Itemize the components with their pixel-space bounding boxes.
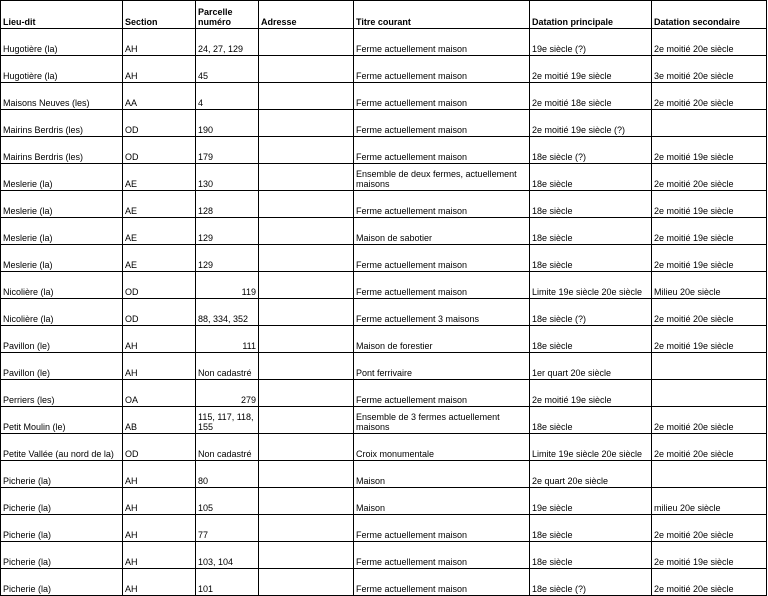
cell-datation-principale: 2e moitié 19e siècle [530,380,652,407]
cell-datation-secondaire: 2e moitié 20e siècle [652,29,767,56]
table-row [1,326,767,353]
cell-section: AE [123,245,196,272]
cell-datation-secondaire: 2e moitié 19e siècle [652,542,767,569]
cell-lieu-dit: Pavillon (le) [1,353,123,380]
cell-adresse [259,83,354,110]
cell-adresse [259,137,354,164]
column-header-datation-secondaire: Datation secondaire [652,1,767,29]
cell-titre: Pont ferrivaire [354,353,530,380]
cell-titre: Ferme actuellement maison [354,191,530,218]
cell-lieu-dit: Petit Moulin (le) [1,407,123,434]
cell-lieu-dit: Nicolière (la) [1,272,123,299]
table-row [1,56,767,83]
table-row [1,137,767,164]
cell-datation-principale: 18e siècle [530,164,652,191]
cell-parcelle: 130 [196,164,259,191]
column-header-datation-principale: Datation principale [530,1,652,29]
cell-titre: Maison [354,461,530,488]
cell-datation-principale: 18e siècle [530,515,652,542]
column-header-titre: Titre courant [354,1,530,29]
cell-parcelle: 129 [196,245,259,272]
cell-datation-principale: 1er quart 20e siècle [530,353,652,380]
cell-parcelle: 80 [196,461,259,488]
cell-section: OD [123,137,196,164]
cell-parcelle: 88, 334, 352 [196,299,259,326]
cell-lieu-dit: Picherie (la) [1,542,123,569]
cell-datation-principale: 19e siècle [530,488,652,515]
cell-datation-secondaire: 2e moitié 20e siècle [652,407,767,434]
cell-parcelle: 45 [196,56,259,83]
table-row [1,515,767,542]
cell-parcelle: 101 [196,569,259,596]
cell-adresse [259,569,354,596]
table-row [1,380,767,407]
cell-lieu-dit: Nicolière (la) [1,299,123,326]
cell-titre: Maison de forestier [354,326,530,353]
column-header-parcelle: Parcelle numéro [196,1,259,29]
table-row [1,488,767,515]
cell-datation-secondaire: Milieu 20e siècle [652,272,767,299]
cell-lieu-dit: Picherie (la) [1,461,123,488]
cell-lieu-dit: Meslerie (la) [1,245,123,272]
cell-datation-principale: 18e siècle (?) [530,569,652,596]
cell-datation-secondaire: 2e moitié 19e siècle [652,191,767,218]
cell-section: AH [123,353,196,380]
column-header-lieu-dit: Lieu-dit [1,1,123,29]
cell-titre: Ferme actuellement 3 maisons [354,299,530,326]
cell-datation-secondaire: 2e moitié 19e siècle [652,326,767,353]
cell-section: AH [123,569,196,596]
cell-datation-secondaire: milieu 20e siècle [652,488,767,515]
cell-datation-secondaire: 2e moitié 20e siècle [652,83,767,110]
cell-titre: Ensemble de deux fermes, actuellement maisons [354,164,530,191]
cell-section: AH [123,515,196,542]
cell-parcelle: 105 [196,488,259,515]
cell-section: OD [123,434,196,461]
cell-datation-secondaire: 2e moitié 20e siècle [652,515,767,542]
cell-datation-secondaire: 2e moitié 19e siècle [652,245,767,272]
cell-datation-secondaire: 2e moitié 20e siècle [652,164,767,191]
cell-section: AB [123,407,196,434]
cell-lieu-dit: Mairins Berdris (les) [1,137,123,164]
cell-lieu-dit: Perriers (les) [1,380,123,407]
cell-section: OD [123,272,196,299]
cell-titre: Ferme actuellement maison [354,56,530,83]
cell-datation-principale: 18e siècle [530,542,652,569]
table-row [1,218,767,245]
cell-parcelle: 129 [196,218,259,245]
cell-datation-secondaire: 2e moitié 19e siècle [652,137,767,164]
cell-titre: Ferme actuellement maison [354,380,530,407]
cell-section: AE [123,218,196,245]
cell-lieu-dit: Pavillon (le) [1,326,123,353]
table-row [1,407,767,434]
cell-titre: Ferme actuellement maison [354,83,530,110]
cell-section: AH [123,56,196,83]
cell-titre: Ferme actuellement maison [354,110,530,137]
cell-datation-principale: 19e siècle (?) [530,29,652,56]
cell-adresse [259,326,354,353]
cell-titre: Ferme actuellement maison [354,272,530,299]
cell-lieu-dit: Meslerie (la) [1,191,123,218]
table-row [1,542,767,569]
table-row [1,110,767,137]
cell-datation-principale: 2e quart 20e siècle [530,461,652,488]
cell-section: AH [123,29,196,56]
cell-datation-secondaire: 2e moitié 19e siècle [652,218,767,245]
cell-adresse [259,380,354,407]
cell-section: AH [123,542,196,569]
cell-datation-principale: 18e siècle [530,245,652,272]
cell-parcelle: 77 [196,515,259,542]
cell-titre: Ferme actuellement maison [354,137,530,164]
table-body [1,29,767,596]
cell-parcelle: Non cadastré [196,353,259,380]
table-row [1,434,767,461]
cell-titre: Ferme actuellement maison [354,542,530,569]
cell-titre: Croix monumentale [354,434,530,461]
cell-lieu-dit: Hugotière (la) [1,29,123,56]
table-row [1,461,767,488]
cell-adresse [259,407,354,434]
cell-lieu-dit: Meslerie (la) [1,164,123,191]
cell-section: OD [123,110,196,137]
cell-adresse [259,56,354,83]
cell-datation-principale: 18e siècle [530,218,652,245]
cell-parcelle: 128 [196,191,259,218]
cell-parcelle: 115, 117, 118, 155 [196,407,259,434]
cell-titre: Ferme actuellement maison [354,29,530,56]
cell-adresse [259,245,354,272]
cell-titre: Ensemble de 3 fermes actuellement maisons [354,407,530,434]
cell-lieu-dit: Maisons Neuves (les) [1,83,123,110]
cell-lieu-dit: Picherie (la) [1,515,123,542]
cell-adresse [259,164,354,191]
cell-adresse [259,29,354,56]
cell-adresse [259,110,354,137]
cell-datation-secondaire: 2e moitié 20e siècle [652,569,767,596]
cell-parcelle: 103, 104 [196,542,259,569]
cell-datation-principale: 2e moitié 19e siècle [530,56,652,83]
cell-adresse [259,542,354,569]
cell-titre: Ferme actuellement maison [354,569,530,596]
cell-titre: Ferme actuellement maison [354,515,530,542]
cell-datation-principale: Limite 19e siècle 20e siècle [530,434,652,461]
cell-section: AH [123,326,196,353]
cell-section: AH [123,488,196,515]
table-row [1,299,767,326]
cell-section: AH [123,461,196,488]
cell-parcelle: 4 [196,83,259,110]
table-row [1,569,767,596]
cell-lieu-dit: Petite Vallée (au nord de la) [1,434,123,461]
cell-titre: Ferme actuellement maison [354,245,530,272]
cell-parcelle: 111 [196,326,259,353]
cell-adresse [259,515,354,542]
cell-datation-principale: 2e moitié 18e siècle [530,83,652,110]
table-header-row [1,1,767,29]
cell-parcelle: Non cadastré [196,434,259,461]
cell-datation-principale: Limite 19e siècle 20e siècle [530,272,652,299]
table-row [1,272,767,299]
cell-datation-principale: 18e siècle [530,407,652,434]
table-row [1,29,767,56]
cell-section: AA [123,83,196,110]
cell-datation-principale: 18e siècle [530,326,652,353]
cell-datation-secondaire: 3e moitié 20e siècle [652,56,767,83]
cell-lieu-dit: Picherie (la) [1,488,123,515]
cell-parcelle: 179 [196,137,259,164]
cell-adresse [259,488,354,515]
cell-datation-secondaire: 2e moitié 20e siècle [652,434,767,461]
cell-section: AE [123,191,196,218]
cell-adresse [259,461,354,488]
cell-lieu-dit: Picherie (la) [1,569,123,596]
cell-section: OD [123,299,196,326]
table-row [1,83,767,110]
table-row [1,164,767,191]
cell-datation-principale: 18e siècle (?) [530,137,652,164]
cell-adresse [259,434,354,461]
column-header-adresse: Adresse [259,1,354,29]
cell-datation-secondaire [652,380,767,407]
table-row [1,245,767,272]
cell-datation-principale: 2e moitié 19e siècle (?) [530,110,652,137]
cell-section: AE [123,164,196,191]
cell-adresse [259,272,354,299]
cell-adresse [259,218,354,245]
cell-parcelle: 279 [196,380,259,407]
cell-lieu-dit: Hugotière (la) [1,56,123,83]
cell-section: OA [123,380,196,407]
column-header-section: Section [123,1,196,29]
cell-datation-secondaire [652,353,767,380]
cell-datation-secondaire [652,461,767,488]
table-row [1,191,767,218]
cell-datation-secondaire: 2e moitié 20e siècle [652,299,767,326]
cell-parcelle: 119 [196,272,259,299]
cell-titre: Maison [354,488,530,515]
cell-adresse [259,353,354,380]
cell-datation-principale: 18e siècle (?) [530,299,652,326]
cell-parcelle: 24, 27, 129 [196,29,259,56]
cell-datation-secondaire [652,110,767,137]
cell-parcelle: 190 [196,110,259,137]
cell-lieu-dit: Meslerie (la) [1,218,123,245]
cell-adresse [259,299,354,326]
cell-lieu-dit: Mairins Berdris (les) [1,110,123,137]
cell-titre: Maison de sabotier [354,218,530,245]
cell-datation-principale: 18e siècle [530,191,652,218]
table-row [1,353,767,380]
cell-adresse [259,191,354,218]
